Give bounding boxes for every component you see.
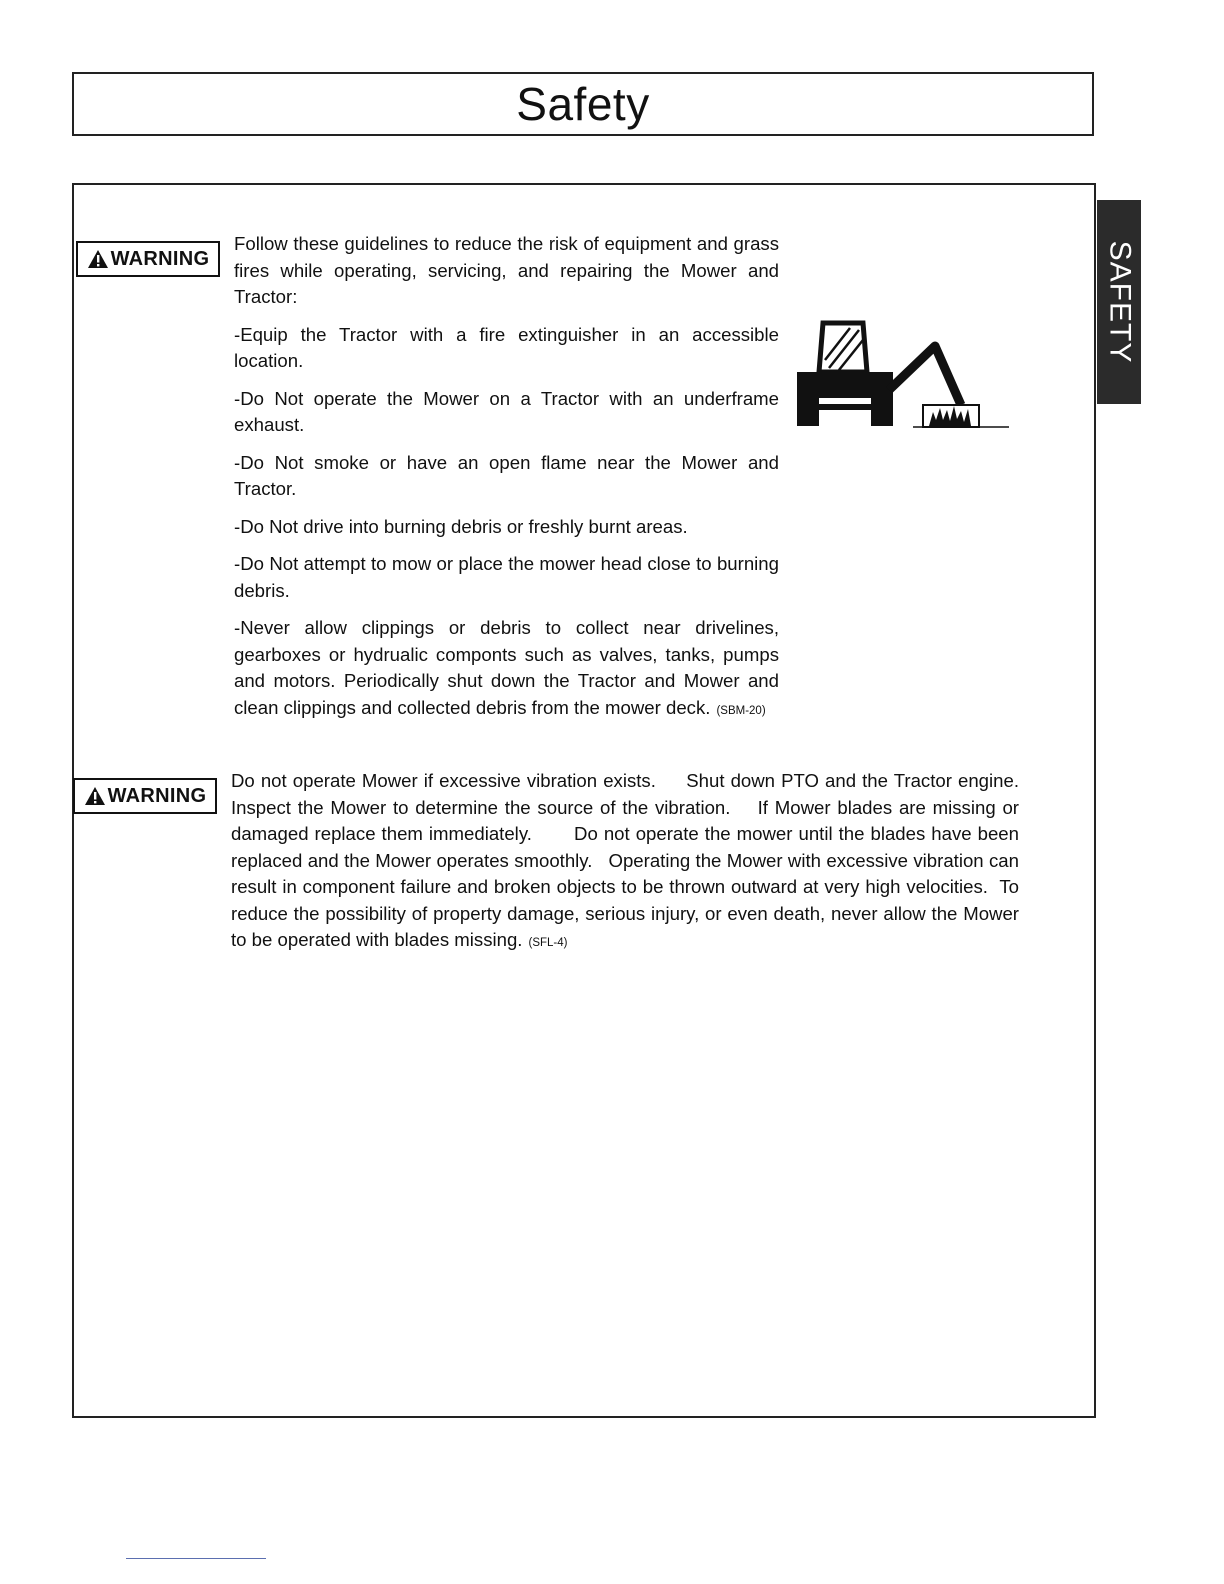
side-tab-label: SAFETY bbox=[1103, 240, 1137, 364]
warning-1-item: -Equip the Tractor with a fire extinguisher in an accessible location. bbox=[234, 323, 779, 371]
warning-triangle-icon bbox=[84, 786, 106, 806]
warning-1-intro: Follow these guidelines to reduce the risk of equipment and grass fires while operating, servicing, and repairing the Mower and Tractor: bbox=[234, 233, 779, 307]
warning-badge bbox=[73, 778, 217, 814]
warning-1-item: -Never allow clippings or debris to collect near drivelines, gearboxes or hydrualic componts such as valves, tanks, pumps and motors. Periodically shut down the Tractor and Mower and clean clippings and collected debris from the mower deck. bbox=[234, 617, 779, 718]
warning-2-body: Do not operate Mower if excessive vibration exists. Shut down PTO and the Tractor engine. Inspect the Mower to determine the source of the vibration. If Mower blades are missing or damaged replace them immediately. Do not operate the mower until the blades have been replaced and the Mower operates smoothly. Operating the Mower with excessive vibration can result in component failure and broken objects to be thrown outward at very high velocities. To reduce the possibility of property damage, serious injury, or even death, never allow the Mower to be operated with blades missing. bbox=[231, 770, 1040, 950]
tractor-fire-icon bbox=[795, 320, 1011, 430]
reference-code: (SBM-20) bbox=[716, 704, 766, 717]
warning-1-item: -Do Not smoke or have an open flame near the Mower and Tractor. bbox=[234, 451, 779, 499]
warning-1-item: -Do Not drive into burning debris or freshly burnt areas. bbox=[234, 515, 688, 537]
warning-badge bbox=[76, 241, 220, 277]
warning-triangle-icon bbox=[87, 249, 109, 269]
page-title-box bbox=[72, 72, 1094, 136]
warning-badge-label: WARNING bbox=[107, 784, 207, 807]
warning-1-item: -Do Not operate the Mower on a Tractor with an underframe exhaust. bbox=[234, 387, 779, 435]
side-section-tab bbox=[1097, 200, 1141, 404]
warning-1-text bbox=[234, 231, 779, 735]
warning-1-item-last bbox=[234, 615, 779, 724]
footer-rule bbox=[126, 1558, 266, 1559]
warning-2-text bbox=[231, 768, 1040, 957]
warning-1-item: -Do Not attempt to mow or place the mower head close to burning debris. bbox=[234, 553, 779, 601]
warning-badge-label: WARNING bbox=[110, 247, 210, 270]
page-title: Safety bbox=[516, 78, 650, 130]
reference-code: (SFL-4) bbox=[528, 937, 568, 949]
